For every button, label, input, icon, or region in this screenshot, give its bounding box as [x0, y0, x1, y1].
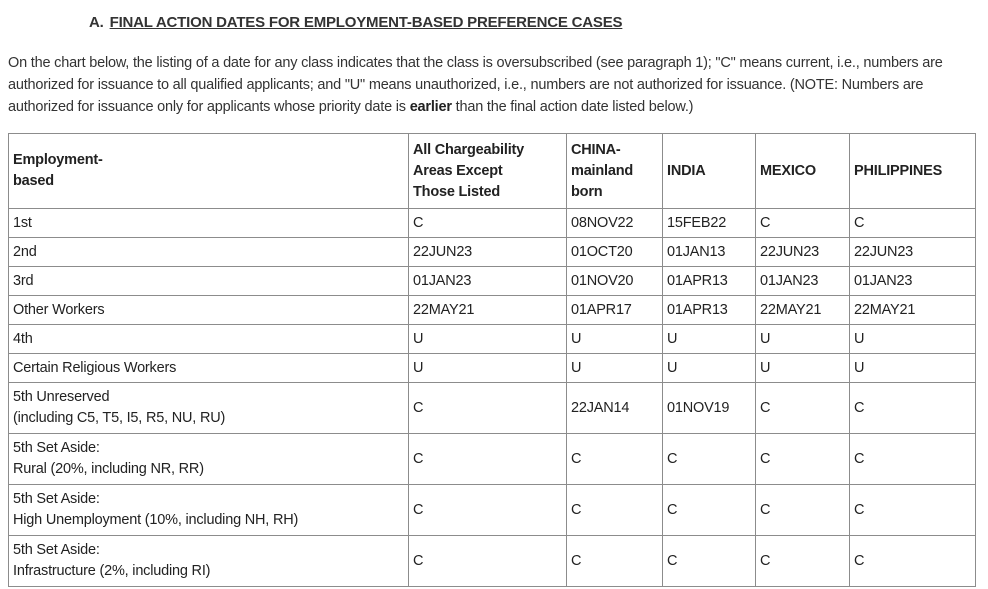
category-line: 5th Set Aside:: [13, 491, 100, 507]
category-line: (including C5, T5, I5, R5, NU, RU): [13, 410, 226, 426]
date-cell: C: [409, 383, 567, 434]
date-cell: C: [850, 434, 976, 485]
category-line: 5th Set Aside:: [13, 440, 100, 456]
date-cell: C: [850, 383, 976, 434]
date-cell: 22MAY21: [850, 296, 976, 325]
date-cell: C: [409, 209, 567, 238]
date-cell: U: [663, 354, 756, 383]
date-cell: 22JUN23: [409, 238, 567, 267]
date-cell: 01JAN23: [756, 267, 850, 296]
header-line: INDIA: [667, 162, 706, 179]
header-mexico: [756, 134, 850, 209]
category-line: 5th Set Aside:: [13, 542, 100, 558]
table-row: [9, 536, 976, 587]
section-heading: [89, 14, 622, 31]
date-cell: C: [567, 485, 663, 536]
date-cell: 22MAY21: [409, 296, 567, 325]
table-row: [9, 434, 976, 485]
header-line: based: [13, 173, 54, 189]
category-line: 1st: [13, 214, 32, 231]
header-line: born: [571, 183, 603, 200]
date-cell: C: [756, 383, 850, 434]
date-cell: C: [567, 434, 663, 485]
date-cell: 22JUN23: [850, 238, 976, 267]
intro-text-1: On the chart below, the listing of a date for any class indicates that the class is oversubscribed (see paragraph 1); "C" means current, i.e., numbers are authorized for issuance to all qualified applicants; and "U" means unauthorized, i.e., numbers are not authorized for issuance. (NOTE: Numbers are authorized for issuance only for applicants whose priority date is: [8, 55, 943, 115]
category-line: Rural (20%, including NR, RR): [13, 461, 204, 477]
category-cell: [9, 434, 409, 485]
date-cell: C: [756, 485, 850, 536]
table-body: [9, 209, 976, 587]
category-cell: [9, 485, 409, 536]
header-line: Those Listed: [413, 183, 501, 200]
category-cell: [9, 536, 409, 587]
category-cell: [9, 383, 409, 434]
date-cell: U: [850, 325, 976, 354]
date-cell: U: [850, 354, 976, 383]
date-cell: C: [409, 536, 567, 587]
date-cell: 01APR13: [663, 296, 756, 325]
date-cell: 01JAN13: [663, 238, 756, 267]
table-row: [9, 325, 976, 354]
header-line: CHINA-: [571, 141, 621, 158]
header-line: All Chargeability: [413, 141, 525, 158]
table-row: [9, 383, 976, 434]
date-cell: C: [756, 209, 850, 238]
date-cell: 01NOV19: [663, 383, 756, 434]
table-row: [9, 238, 976, 267]
final-action-dates-table: [8, 133, 976, 587]
date-cell: 01JAN23: [850, 267, 976, 296]
header-line: PHILIPPINES: [854, 162, 943, 179]
date-cell: 08NOV22: [567, 209, 663, 238]
header-india: [663, 134, 756, 209]
category-line: 2nd: [13, 243, 37, 260]
category-line: Infrastructure (2%, including RI): [13, 563, 211, 579]
table-row: [9, 485, 976, 536]
intro-paragraph: [8, 52, 980, 118]
date-cell: C: [756, 434, 850, 485]
category-line: High Unemployment (10%, including NH, RH): [13, 512, 299, 528]
category-cell: [9, 354, 409, 383]
date-cell: U: [409, 354, 567, 383]
category-cell: [9, 325, 409, 354]
date-cell: C: [663, 434, 756, 485]
date-cell: U: [409, 325, 567, 354]
date-cell: 01APR13: [663, 267, 756, 296]
date-cell: C: [850, 209, 976, 238]
category-cell: [9, 209, 409, 238]
header-line: Employment-: [13, 152, 103, 168]
date-cell: 22JAN14: [567, 383, 663, 434]
date-cell: 22JUN23: [756, 238, 850, 267]
date-cell: U: [567, 354, 663, 383]
category-line: Other Workers: [13, 301, 105, 318]
table-header-row: [9, 134, 976, 209]
date-cell: C: [850, 536, 976, 587]
header-all-chargeability: [409, 134, 567, 209]
date-cell: U: [756, 354, 850, 383]
table-row: [9, 296, 976, 325]
date-cell: C: [663, 536, 756, 587]
table-row: [9, 354, 976, 383]
category-line: 4th: [13, 330, 33, 347]
category-cell: [9, 296, 409, 325]
category-cell: [9, 238, 409, 267]
intro-text-2: than the final action date listed below.): [451, 99, 694, 115]
section-title: FINAL ACTION DATES FOR EMPLOYMENT-BASED PREFERENCE CASES: [109, 14, 623, 31]
header-line: mainland: [571, 162, 634, 179]
date-cell: C: [409, 434, 567, 485]
section-letter: A.: [89, 14, 104, 31]
table-row: [9, 209, 976, 238]
header-philippines: [850, 134, 976, 209]
date-cell: U: [756, 325, 850, 354]
date-cell: 15FEB22: [663, 209, 756, 238]
date-cell: 01NOV20: [567, 267, 663, 296]
intro-emphasis: earlier: [409, 99, 452, 115]
header-line: Areas Except: [413, 162, 503, 179]
category-cell: [9, 267, 409, 296]
date-cell: 01APR17: [567, 296, 663, 325]
date-cell: C: [850, 485, 976, 536]
header-employment-based: [9, 134, 409, 209]
date-cell: C: [756, 536, 850, 587]
date-cell: 01JAN23: [409, 267, 567, 296]
date-cell: 01OCT20: [567, 238, 663, 267]
date-cell: C: [567, 536, 663, 587]
date-cell: U: [567, 325, 663, 354]
category-line: 3rd: [13, 272, 34, 289]
header-china: [567, 134, 663, 209]
category-line: 5th Unreserved: [13, 389, 110, 405]
date-cell: C: [663, 485, 756, 536]
date-cell: 22MAY21: [756, 296, 850, 325]
table-row: [9, 267, 976, 296]
date-cell: C: [409, 485, 567, 536]
date-cell: U: [663, 325, 756, 354]
category-line: Certain Religious Workers: [13, 359, 177, 376]
header-line: MEXICO: [760, 162, 816, 179]
